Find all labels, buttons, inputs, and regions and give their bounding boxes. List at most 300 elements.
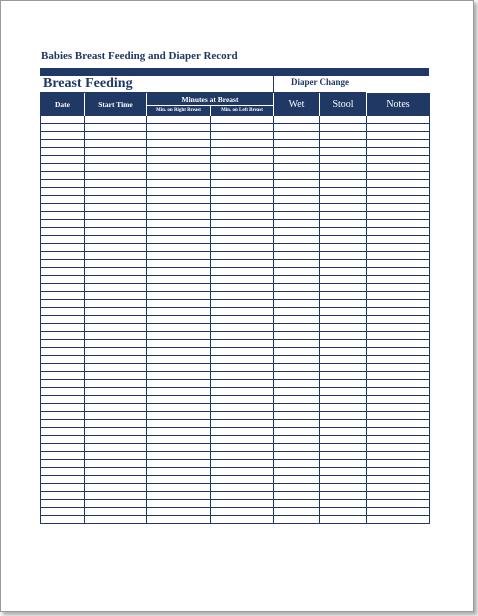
cell-stool[interactable] [320,148,367,156]
cell-date[interactable] [41,420,85,428]
cell-stool[interactable] [320,452,367,460]
cell-stool[interactable] [320,436,367,444]
cell-date[interactable] [41,404,85,412]
cell-stool[interactable] [320,220,367,228]
cell-left-breast[interactable] [211,364,274,372]
cell-left-breast[interactable] [211,500,274,508]
cell-wet[interactable] [274,188,320,196]
cell-right-breast[interactable] [147,436,211,444]
cell-notes[interactable] [367,364,430,372]
cell-left-breast[interactable] [211,332,274,340]
cell-wet[interactable] [274,436,320,444]
cell-notes[interactable] [367,132,430,140]
cell-wet[interactable] [274,364,320,372]
cell-left-breast[interactable] [211,292,274,300]
cell-notes[interactable] [367,460,430,468]
cell-stool[interactable] [320,428,367,436]
cell-right-breast[interactable] [147,452,211,460]
cell-date[interactable] [41,340,85,348]
cell-date[interactable] [41,364,85,372]
cell-wet[interactable] [274,356,320,364]
cell-notes[interactable] [367,412,430,420]
cell-wet[interactable] [274,444,320,452]
cell-start-time[interactable] [85,428,147,436]
cell-right-breast[interactable] [147,308,211,316]
cell-wet[interactable] [274,308,320,316]
cell-start-time[interactable] [85,364,147,372]
cell-right-breast[interactable] [147,180,211,188]
cell-right-breast[interactable] [147,348,211,356]
cell-right-breast[interactable] [147,268,211,276]
cell-stool[interactable] [320,116,367,124]
cell-notes[interactable] [367,244,430,252]
cell-wet[interactable] [274,500,320,508]
cell-start-time[interactable] [85,388,147,396]
cell-start-time[interactable] [85,468,147,476]
cell-left-breast[interactable] [211,372,274,380]
cell-wet[interactable] [274,116,320,124]
cell-right-breast[interactable] [147,460,211,468]
cell-start-time[interactable] [85,236,147,244]
cell-stool[interactable] [320,212,367,220]
cell-stool[interactable] [320,396,367,404]
cell-start-time[interactable] [85,196,147,204]
cell-wet[interactable] [274,244,320,252]
cell-notes[interactable] [367,492,430,500]
cell-wet[interactable] [274,516,320,524]
cell-start-time[interactable] [85,164,147,172]
cell-date[interactable] [41,132,85,140]
cell-stool[interactable] [320,268,367,276]
cell-start-time[interactable] [85,420,147,428]
cell-date[interactable] [41,372,85,380]
cell-date[interactable] [41,172,85,180]
cell-right-breast[interactable] [147,132,211,140]
cell-notes[interactable] [367,348,430,356]
cell-date[interactable] [41,500,85,508]
cell-stool[interactable] [320,188,367,196]
cell-left-breast[interactable] [211,156,274,164]
cell-notes[interactable] [367,332,430,340]
cell-right-breast[interactable] [147,324,211,332]
cell-left-breast[interactable] [211,268,274,276]
cell-notes[interactable] [367,316,430,324]
cell-left-breast[interactable] [211,284,274,292]
cell-wet[interactable] [274,268,320,276]
cell-notes[interactable] [367,372,430,380]
cell-date[interactable] [41,300,85,308]
cell-stool[interactable] [320,316,367,324]
cell-left-breast[interactable] [211,148,274,156]
cell-notes[interactable] [367,188,430,196]
cell-stool[interactable] [320,372,367,380]
cell-start-time[interactable] [85,140,147,148]
cell-stool[interactable] [320,180,367,188]
cell-stool[interactable] [320,476,367,484]
cell-date[interactable] [41,308,85,316]
cell-left-breast[interactable] [211,308,274,316]
cell-left-breast[interactable] [211,436,274,444]
cell-start-time[interactable] [85,476,147,484]
cell-wet[interactable] [274,164,320,172]
cell-start-time[interactable] [85,460,147,468]
cell-notes[interactable] [367,420,430,428]
cell-date[interactable] [41,236,85,244]
cell-start-time[interactable] [85,372,147,380]
cell-date[interactable] [41,324,85,332]
cell-left-breast[interactable] [211,324,274,332]
cell-notes[interactable] [367,300,430,308]
cell-notes[interactable] [367,404,430,412]
cell-notes[interactable] [367,284,430,292]
cell-left-breast[interactable] [211,300,274,308]
cell-date[interactable] [41,388,85,396]
cell-wet[interactable] [274,484,320,492]
cell-stool[interactable] [320,340,367,348]
cell-start-time[interactable] [85,380,147,388]
cell-stool[interactable] [320,484,367,492]
cell-notes[interactable] [367,268,430,276]
cell-date[interactable] [41,276,85,284]
cell-date[interactable] [41,356,85,364]
cell-wet[interactable] [274,228,320,236]
cell-wet[interactable] [274,372,320,380]
cell-notes[interactable] [367,124,430,132]
cell-right-breast[interactable] [147,412,211,420]
cell-wet[interactable] [274,428,320,436]
cell-stool[interactable] [320,508,367,516]
cell-left-breast[interactable] [211,484,274,492]
cell-left-breast[interactable] [211,444,274,452]
cell-date[interactable] [41,292,85,300]
cell-stool[interactable] [320,356,367,364]
cell-stool[interactable] [320,124,367,132]
cell-notes[interactable] [367,452,430,460]
cell-date[interactable] [41,332,85,340]
cell-start-time[interactable] [85,268,147,276]
cell-wet[interactable] [274,380,320,388]
cell-start-time[interactable] [85,508,147,516]
cell-notes[interactable] [367,516,430,524]
cell-start-time[interactable] [85,348,147,356]
cell-notes[interactable] [367,500,430,508]
cell-date[interactable] [41,188,85,196]
cell-right-breast[interactable] [147,252,211,260]
cell-stool[interactable] [320,324,367,332]
cell-left-breast[interactable] [211,164,274,172]
cell-notes[interactable] [367,324,430,332]
cell-wet[interactable] [274,212,320,220]
cell-start-time[interactable] [85,500,147,508]
cell-start-time[interactable] [85,340,147,348]
cell-notes[interactable] [367,436,430,444]
cell-wet[interactable] [274,452,320,460]
cell-date[interactable] [41,244,85,252]
cell-right-breast[interactable] [147,364,211,372]
cell-notes[interactable] [367,204,430,212]
cell-left-breast[interactable] [211,276,274,284]
cell-start-time[interactable] [85,332,147,340]
cell-wet[interactable] [274,332,320,340]
cell-date[interactable] [41,212,85,220]
cell-right-breast[interactable] [147,492,211,500]
cell-date[interactable] [41,452,85,460]
cell-notes[interactable] [367,180,430,188]
cell-date[interactable] [41,220,85,228]
cell-start-time[interactable] [85,188,147,196]
cell-start-time[interactable] [85,292,147,300]
cell-start-time[interactable] [85,148,147,156]
cell-right-breast[interactable] [147,356,211,364]
cell-notes[interactable] [367,172,430,180]
cell-notes[interactable] [367,308,430,316]
cell-start-time[interactable] [85,284,147,292]
cell-date[interactable] [41,436,85,444]
cell-notes[interactable] [367,356,430,364]
cell-wet[interactable] [274,468,320,476]
cell-wet[interactable] [274,260,320,268]
cell-right-breast[interactable] [147,468,211,476]
cell-right-breast[interactable] [147,388,211,396]
cell-stool[interactable] [320,492,367,500]
cell-left-breast[interactable] [211,420,274,428]
cell-stool[interactable] [320,468,367,476]
cell-wet[interactable] [274,236,320,244]
cell-stool[interactable] [320,404,367,412]
cell-left-breast[interactable] [211,396,274,404]
cell-right-breast[interactable] [147,140,211,148]
cell-start-time[interactable] [85,276,147,284]
cell-stool[interactable] [320,300,367,308]
cell-left-breast[interactable] [211,356,274,364]
cell-stool[interactable] [320,172,367,180]
cell-date[interactable] [41,476,85,484]
cell-notes[interactable] [367,428,430,436]
cell-left-breast[interactable] [211,340,274,348]
cell-stool[interactable] [320,420,367,428]
cell-wet[interactable] [274,396,320,404]
cell-stool[interactable] [320,460,367,468]
cell-date[interactable] [41,444,85,452]
cell-stool[interactable] [320,516,367,524]
cell-date[interactable] [41,460,85,468]
cell-start-time[interactable] [85,452,147,460]
cell-stool[interactable] [320,156,367,164]
cell-right-breast[interactable] [147,300,211,308]
cell-date[interactable] [41,428,85,436]
cell-left-breast[interactable] [211,228,274,236]
cell-stool[interactable] [320,500,367,508]
cell-wet[interactable] [274,276,320,284]
cell-wet[interactable] [274,420,320,428]
cell-stool[interactable] [320,380,367,388]
cell-wet[interactable] [274,196,320,204]
cell-stool[interactable] [320,260,367,268]
cell-notes[interactable] [367,260,430,268]
cell-right-breast[interactable] [147,148,211,156]
cell-right-breast[interactable] [147,484,211,492]
cell-wet[interactable] [274,412,320,420]
cell-start-time[interactable] [85,356,147,364]
cell-start-time[interactable] [85,132,147,140]
cell-left-breast[interactable] [211,460,274,468]
cell-date[interactable] [41,412,85,420]
cell-left-breast[interactable] [211,260,274,268]
cell-notes[interactable] [367,228,430,236]
cell-wet[interactable] [274,204,320,212]
cell-left-breast[interactable] [211,188,274,196]
cell-date[interactable] [41,116,85,124]
cell-right-breast[interactable] [147,244,211,252]
cell-right-breast[interactable] [147,516,211,524]
cell-date[interactable] [41,468,85,476]
cell-left-breast[interactable] [211,412,274,420]
cell-notes[interactable] [367,156,430,164]
cell-stool[interactable] [320,412,367,420]
cell-left-breast[interactable] [211,380,274,388]
cell-notes[interactable] [367,476,430,484]
cell-wet[interactable] [274,156,320,164]
cell-start-time[interactable] [85,300,147,308]
cell-start-time[interactable] [85,404,147,412]
cell-right-breast[interactable] [147,372,211,380]
cell-right-breast[interactable] [147,428,211,436]
cell-right-breast[interactable] [147,380,211,388]
cell-wet[interactable] [274,316,320,324]
cell-left-breast[interactable] [211,476,274,484]
cell-stool[interactable] [320,308,367,316]
cell-stool[interactable] [320,388,367,396]
cell-left-breast[interactable] [211,236,274,244]
cell-stool[interactable] [320,196,367,204]
cell-date[interactable] [41,516,85,524]
cell-right-breast[interactable] [147,116,211,124]
cell-wet[interactable] [274,132,320,140]
cell-left-breast[interactable] [211,316,274,324]
cell-start-time[interactable] [85,244,147,252]
cell-date[interactable] [41,508,85,516]
cell-notes[interactable] [367,252,430,260]
cell-left-breast[interactable] [211,204,274,212]
cell-left-breast[interactable] [211,196,274,204]
cell-notes[interactable] [367,236,430,244]
cell-start-time[interactable] [85,220,147,228]
cell-left-breast[interactable] [211,140,274,148]
cell-left-breast[interactable] [211,244,274,252]
cell-left-breast[interactable] [211,172,274,180]
cell-date[interactable] [41,228,85,236]
cell-right-breast[interactable] [147,276,211,284]
cell-notes[interactable] [367,484,430,492]
cell-start-time[interactable] [85,180,147,188]
cell-date[interactable] [41,284,85,292]
cell-date[interactable] [41,164,85,172]
cell-wet[interactable] [274,140,320,148]
cell-wet[interactable] [274,172,320,180]
cell-start-time[interactable] [85,316,147,324]
cell-date[interactable] [41,148,85,156]
cell-notes[interactable] [367,212,430,220]
cell-wet[interactable] [274,252,320,260]
cell-right-breast[interactable] [147,236,211,244]
cell-left-breast[interactable] [211,508,274,516]
cell-stool[interactable] [320,236,367,244]
cell-right-breast[interactable] [147,292,211,300]
cell-start-time[interactable] [85,436,147,444]
cell-stool[interactable] [320,444,367,452]
cell-notes[interactable] [367,140,430,148]
cell-date[interactable] [41,316,85,324]
cell-wet[interactable] [274,220,320,228]
cell-left-breast[interactable] [211,404,274,412]
cell-date[interactable] [41,396,85,404]
cell-start-time[interactable] [85,484,147,492]
cell-left-breast[interactable] [211,252,274,260]
cell-date[interactable] [41,252,85,260]
cell-left-breast[interactable] [211,220,274,228]
cell-right-breast[interactable] [147,164,211,172]
cell-notes[interactable] [367,196,430,204]
cell-right-breast[interactable] [147,340,211,348]
cell-notes[interactable] [367,164,430,172]
cell-right-breast[interactable] [147,124,211,132]
cell-wet[interactable] [274,476,320,484]
cell-notes[interactable] [367,444,430,452]
cell-stool[interactable] [320,332,367,340]
cell-stool[interactable] [320,364,367,372]
cell-right-breast[interactable] [147,156,211,164]
cell-stool[interactable] [320,132,367,140]
cell-left-breast[interactable] [211,468,274,476]
cell-wet[interactable] [274,124,320,132]
cell-wet[interactable] [274,148,320,156]
cell-start-time[interactable] [85,412,147,420]
cell-stool[interactable] [320,276,367,284]
cell-right-breast[interactable] [147,228,211,236]
cell-notes[interactable] [367,380,430,388]
cell-notes[interactable] [367,116,430,124]
cell-start-time[interactable] [85,396,147,404]
cell-start-time[interactable] [85,444,147,452]
cell-right-breast[interactable] [147,220,211,228]
cell-stool[interactable] [320,284,367,292]
cell-stool[interactable] [320,140,367,148]
cell-left-breast[interactable] [211,132,274,140]
cell-start-time[interactable] [85,212,147,220]
cell-notes[interactable] [367,148,430,156]
cell-stool[interactable] [320,252,367,260]
cell-date[interactable] [41,492,85,500]
cell-left-breast[interactable] [211,428,274,436]
cell-notes[interactable] [367,388,430,396]
cell-date[interactable] [41,180,85,188]
cell-start-time[interactable] [85,124,147,132]
cell-stool[interactable] [320,244,367,252]
cell-start-time[interactable] [85,324,147,332]
cell-wet[interactable] [274,388,320,396]
cell-left-breast[interactable] [211,348,274,356]
cell-start-time[interactable] [85,260,147,268]
cell-wet[interactable] [274,348,320,356]
cell-date[interactable] [41,348,85,356]
cell-left-breast[interactable] [211,180,274,188]
cell-notes[interactable] [367,468,430,476]
cell-stool[interactable] [320,164,367,172]
cell-date[interactable] [41,140,85,148]
cell-right-breast[interactable] [147,188,211,196]
cell-date[interactable] [41,196,85,204]
cell-right-breast[interactable] [147,444,211,452]
